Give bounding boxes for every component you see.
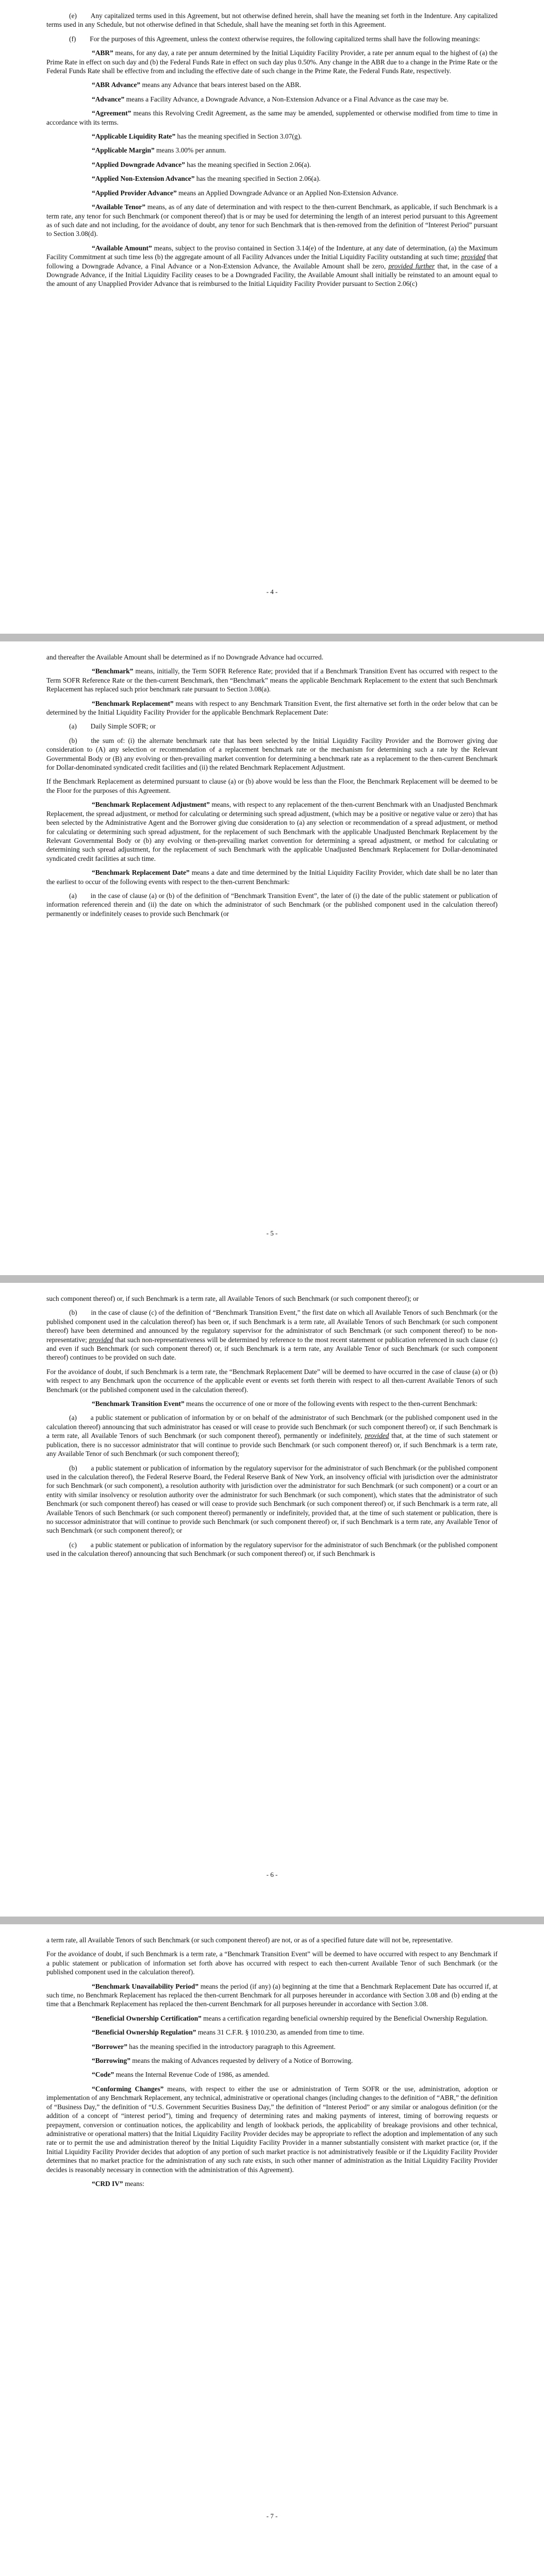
definition-text: has the meaning specified in Section 2.06(a). [185,160,311,168]
definition-available-tenor [46,202,498,239]
page-number: - 6 - [266,1871,278,1878]
definition-text: means a Facility Advance, a Downgrade Advance, a Non-Extension Advance or a Final Advance as the case may be. [124,95,449,103]
definition-agreement [46,109,498,127]
term-advance: “Advance” [92,95,125,103]
definition-text: means any Advance that bears interest based on the ABR. [140,81,302,89]
definition-applicable-margin [46,146,498,155]
proviso-word: provided [89,1335,113,1344]
page-number: - 7 - [266,2512,278,2520]
avoidance-of-doubt-paragraph: For the avoidance of doubt, if such Benchmark is a term rate, a “Benchmark Transition Event” will be deemed to have occurred with respect to any Benchmark if a public statement or publication of information set forth above has occurred with respect to each then-current Available Tenor of such Benchmark (or the published component used in the calculation thereof). [46,1950,498,1976]
term-available-amount: “Available Amount” [92,244,152,252]
definition-text: that, in the case of a Downgrade Advance, if the Initial Liquidity Facility ceases to be a Downgraded Facility, the Available Amount shall initially be reinstated to an amount equal to the amount of any Unapplied Provider Advance that is reimbursed to the Initial Liquidity Facility Provider pursuant to Section 2.06(c) [46,262,498,288]
definition-text: means, subject to the proviso contained in Section 3.14(e) of the Indenture, at any date of determination, (a) the Maximum Facility Commitment at such time less (b) the aggregate amount of all Facility Advances under the Initial Liquidity Facility outstanding at such time; [46,244,498,261]
term-beneficial-ownership-certification: “Beneficial Ownership Certification” [92,2014,202,2022]
clause-b: (b) a public statement or publication of information by the regulatory supervisor for the administrator of such Benchmark (or the published component used in the calculation thereof), the Federal Reserve Board, the Federal Reserve Bank of New York, an insolvency official with jurisdiction over the administrator for such Benchmark (or such component), a resolution authority with jurisdiction over the administrator for such Benchmark (or such component) or a court or an entity with similar insolvency or resolution authority over the administrator for such Benchmark (or such component), which states that the administrator of such Benchmark (or such component thereof) has ceased or will cease to provide such Benchmark (or such component thereof) or, if such Benchmark is a term rate, all Available Tenors of such Benchmark (or such component thereof) permanently or indefinitely, provided that, at the time of such statement or publication, there is no successor administrator that will continue to provide such Benchmark (or such component thereof) or, if such Benchmark is a term rate, any Available Tenor of such Benchmark (or such component thereof); or [46,1464,498,1535]
definition-applicable-liquidity-rate [46,132,498,141]
definition-benchmark-transition-event [46,1399,498,1408]
proviso-word: provided further [388,262,435,270]
definition-text: means a date and time determined by the Initial Liquidity Facility Provider, which date shall be no later than the earliest to occur of the following events with respect to the then-current Benchmark: [46,869,498,886]
definition-text: means, for any day, a rate per annum determined by the Initial Liquidity Facility Provider, a rate per annum equal to the highest of (a) the Prime Rate in effect on such day and (b) the Federal Funds Rate in effect on such day plus 0.50%. Any change in the ABR due to a change in the Prime Rate or the Federal Funds Rate shall be effective from and including the effective date of such change in the Prime Rate, the Federal Funds Rate, respectively. [46,49,498,75]
term-crd-iv: “CRD IV” [92,2179,123,2188]
term-benchmark-unavailability-period: “Benchmark Unavailability Period” [92,1982,199,1990]
clause-a [46,1413,498,1458]
term-agreement: “Agreement” [92,109,131,117]
definition-text: means an Applied Downgrade Advance or an Applied Non-Extension Advance. [176,189,399,197]
definition-borrower [46,2042,498,2051]
term-borrowing: “Borrowing” [92,2057,130,2065]
definition-borrowing [46,2056,498,2065]
definition-text: means, with respect to either the use or administration of Term SOFR or the use, administration, adoption or implementation of any Benchmark Replacement, any technical, administrative or operational changes (including changes to the definition of “ABR,” the definition of “Business Day,” the definition of “U.S. Government Securities Business Day,” the definition of “Interest Period” or any similar or analogous definition (or the addition of a concept of “interest period”), timing and frequency of determining rates and making payments of interest, timing of borrowing requests or prepayment, conversion or continuation notices, the applicability and length of lookback periods, the applicability of breakage provisions and other technical, administrative or operational matters) that the Initial Liquidity Facility Provider decides may be appropriate to reflect the adoption and implementation of any such rate or to permit the use and administration thereof by the Initial Liquidity Facility Provider in a manner substantially consistent with market practice (or, if the Initial Liquidity Facility Provider decides that adoption of any portion of such market practice is not administratively feasible or if the Liquidity Facility Provider determines that no market practice for the administration of any such rate exists, in such other manner of administration as the Initial Liquidity Facility Provider decides is reasonably necessary in connection with the administration of this Agreement). [46,2084,498,2174]
document-page-7 [0,1924,544,2576]
term-benchmark-replacement-date: “Benchmark Replacement Date” [92,869,190,877]
definition-benchmark-replacement-adjustment [46,800,498,863]
floor-paragraph: If the Benchmark Replacement as determined pursuant to clause (a) or (b) above would be less than the Floor, the Benchmark Replacement will be deemed to be the Floor for the purposes of this Agreement. [46,777,498,794]
proviso-word: provided [461,253,486,261]
term-beneficial-ownership-regulation: “Beneficial Ownership Regulation” [92,2028,196,2037]
definition-applied-downgrade-advance [46,160,498,169]
definition-text: means a certification regarding beneficial ownership required by the Beneficial Ownership Regulation. [201,2014,488,2022]
definition-benchmark [46,667,498,693]
clause-c: (c) a public statement or publication of information by the regulatory supervisor for the administrator of such Benchmark (or the published component used in the calculation thereof) announcing that such Benchmark (or such component thereof) or, if such Benchmark is [46,1540,498,1558]
definition-benchmark-replacement [46,699,498,717]
proviso-word: provided [365,1432,389,1440]
definition-text: means, with respect to any replacement of the then-current Benchmark with an Unadjusted Benchmark Replacement, the spread adjustment, or method for calculating or determining such spread adjustment, (which may be a positive or negative value or zero) that has been selected by the Administrative Agent and the Borrower giving due consideration to (a) any selection or recommendation of a spread adjustment, or method for calculating or determining such spread adjustment, for the replacement of such Benchmark with the applicable Unadjusted Benchmark Replacement by the Relevant Governmental Body or (b) any evolving or then-prevailing market convention for determining a spread adjustment, or method for calculating or determining such spread adjustment, for the replacement of such Benchmark with the applicable Unadjusted Benchmark Replacement for Dollar-denominated syndicated credit facilities at such time. [46,801,498,862]
term-applicable-margin: “Applicable Margin” [92,146,155,155]
definition-text: means 31 C.F.R. § 1010.230, as amended from time to time. [196,2028,365,2037]
definition-text: means: [123,2179,144,2188]
definition-abr [46,48,498,75]
term-applied-provider-advance: “Applied Provider Advance” [92,189,177,197]
definition-text: means, initially, the Term SOFR Reference Rate; provided that if a Benchmark Transition Event has occurred with respect to the Term SOFR Reference Rate or the then-current Benchmark, then “Benchmark” means the applicable Benchmark Replacement to the extent that such Benchmark Replacement has replaced such prior benchmark rate pursuant to Section 3.08(a). [46,667,498,693]
definition-text: means the period (if any) (a) beginning at the time that a Benchmark Replacement Date has occurred if, at such time, no Benchmark Replacement has replaced the then-current Benchmark for all purposes hereunder in accordance with Section 3.08 and (b) ending at the time that a Benchmark Replacement has replaced the then-current Benchmark for all purposes hereunder in accordance with Section 3.08. [46,1982,498,2008]
term-available-tenor: “Available Tenor” [92,203,145,211]
definition-benchmark-replacement-date [46,868,498,886]
term-applicable-liquidity-rate: “Applicable Liquidity Rate” [92,132,176,141]
definition-text: means the making of Advances requested by delivery of a Notice of Borrowing. [130,2057,353,2065]
definition-text: means the occurrence of one or more of the following events with respect to the then-current Benchmark: [184,1400,478,1408]
clause-text: that, at the time of such statement or publication, there is no successor administrator that will continue to provide such Benchmark (or such component thereof) or, if such Benchmark is a term rate, any Available Tenor of such Benchmark (or such component thereof); [46,1432,498,1458]
clause-text: (b) in the case of clause (c) of the definition of “Benchmark Transition Event,” the first date on which all Available Tenors of such Benchmark (or the published component used in the calculation thereof) has been or, if such Benchmark is a term rate, all Available Tenors of such Benchmark (or such component thereof) have been determined and announced by the regulatory supervisor for the administrator of such Benchmark (or such component thereof) to be non-representative; [46,1309,498,1344]
definition-text: has the meaning specified in Section 2.06(a). [194,175,321,183]
page-number: - 5 - [266,1229,278,1237]
document-page-4 [0,0,544,634]
definition-available-amount [46,244,498,289]
paragraph-e: (e) Any capitalized terms used in this Agreement, but not otherwise defined herein, shall have the meaning set forth in the Indenture. Any capitalized terms used in any Schedule, but not otherwise defined in that Schedule, shall have the meaning set forth in this Agreement. [46,12,498,29]
clause-b: (b) the sum of: (i) the alternate benchmark rate that has been selected by the Initial Liquidity Facility Provider and the Borrower giving due consideration to (A) any selection or recommendation of a replacement benchmark rate or the mechanism for determining such a rate by the Relevant Governmental Body or (B) any evolving or then-prevailing market convention for determining a benchmark rate as a replacement to the then-current Benchmark for Dollar-denominated syndicated credit facilities and (ii) the related Benchmark Replacement Adjustment. [46,736,498,772]
page-number: - 4 - [266,588,278,596]
term-applied-non-extension-advance: “Applied Non-Extension Advance” [92,175,195,183]
continuation-paragraph: and thereafter the Available Amount shall be determined as if no Downgrade Advance had occurred. [46,653,324,661]
definition-text: that following a Downgrade Advance, a Final Advance or a Non-Extension Advance, the Available Amount shall be zero, [46,253,498,270]
clause-text: that such non-representativeness will be determined by reference to the most recent statement or publication referenced in such clause (c) and even if such Benchmark (or such component thereof) or, if such Benchmark is a term rate, any Available Tenor of such Benchmark (or such component thereof) continues to be provided on such date. [46,1335,498,1362]
definition-text: means with respect to any Benchmark Transition Event, the first alternative set forth in the order below that can be determined by the Initial Liquidity Facility Provider for the applicable Benchmark Replacement Date: [46,699,498,717]
clause-a: (a) in the case of clause (a) or (b) of the definition of “Benchmark Transition Event”, the later of (i) the date of the public statement or publication of information referenced therein and (ii) the date on which the administrator of such Benchmark (or the published component used in the calculation thereof) permanently or indefinitely ceases to provide such Benchmark (or [46,891,498,918]
term-borrower: “Borrower” [92,2042,127,2050]
document-page-6 [0,1283,544,1917]
paragraph-f: (f) For the purposes of this Agreement, unless the context otherwise requires, the following capitalized terms shall have the following meanings: [69,35,480,43]
term-code: “Code” [92,2071,114,2079]
definition-conforming-changes [46,2084,498,2174]
avoidance-of-doubt-paragraph: For the avoidance of doubt, if such Benchmark is a term rate, the “Benchmark Replacement Date” will be deemed to have occurred in the case of clause (a) or (b) with respect to any Benchmark upon the occurrence of the applicable event or events set forth therein with respect to all then-current Available Tenors of such Benchmark (or the published component used in the calculation thereof). [46,1367,498,1394]
clause-b [46,1308,498,1362]
definition-text: means, as of any date of determination and with respect to the then-current Benchmark, as applicable, if such Benchmark is a term rate, any tenor for such Benchmark (or component thereof) that is or may be used for determining the length of an interest period pursuant to this Agreement as of such date and not including, for the avoidance of doubt, any tenor for such Benchmark that is then-removed from the definition of “Interest Period” pursuant to Section 3.08(d). [46,203,498,238]
term-benchmark-replacement-adjustment: “Benchmark Replacement Adjustment” [92,801,210,809]
definition-beneficial-ownership-regulation [46,2028,498,2037]
definition-advance [46,95,498,104]
definition-text: has the meaning specified in Section 3.07(g). [175,132,302,141]
clause-text: (a) a public statement or publication of information by or on behalf of the administrator of such Benchmark (or the published component used in the calculation thereof) announcing that such administrator has ceased or will cease to provide such Benchmark (or such component thereof) or, if such Benchmark is a term rate, all Available Tenors of such Benchmark (or such component thereof), permanently or indefinitely, [46,1414,498,1440]
definition-text: has the meaning specified in the introductory paragraph to this Agreement. [127,2042,336,2050]
definition-text: means this Revolving Credit Agreement, as the same may be amended, supplemented or otherwise modified from time to time in accordance with its terms. [46,109,498,126]
clause-a: (a) Daily Simple SOFR; or [69,722,156,731]
definition-code [46,2070,498,2079]
term-abr: “ABR” [92,49,113,57]
definition-abr-advance [46,80,498,89]
continuation-paragraph: such component thereof) or, if such Benchmark is a term rate, all Available Tenors of such Benchmark (or such component thereof); or [46,1295,419,1302]
term-benchmark-replacement: “Benchmark Replacement” [92,699,174,707]
definition-benchmark-unavailability-period [46,1982,498,2009]
definition-beneficial-ownership-certification [46,2014,498,2023]
definition-crd-iv [46,2179,498,2188]
term-conforming-changes: “Conforming Changes” [92,2084,164,2093]
continuation-paragraph: a term rate, all Available Tenors of such Benchmark (or such component thereof) are not, or as of a specified future date will not be, representative. [46,1936,453,1944]
term-benchmark: “Benchmark” [92,667,134,675]
definition-text: means the Internal Revenue Code of 1986, as amended. [114,2071,270,2079]
definition-text: means 3.00% per annum. [154,146,226,155]
term-benchmark-transition-event: “Benchmark Transition Event” [92,1400,185,1408]
definition-applied-non-extension-advance [46,174,498,183]
definition-applied-provider-advance [46,189,498,197]
document-page-5 [0,641,544,1275]
term-abr-advance: “ABR Advance” [92,81,141,89]
term-applied-downgrade-advance: “Applied Downgrade Advance” [92,160,185,168]
